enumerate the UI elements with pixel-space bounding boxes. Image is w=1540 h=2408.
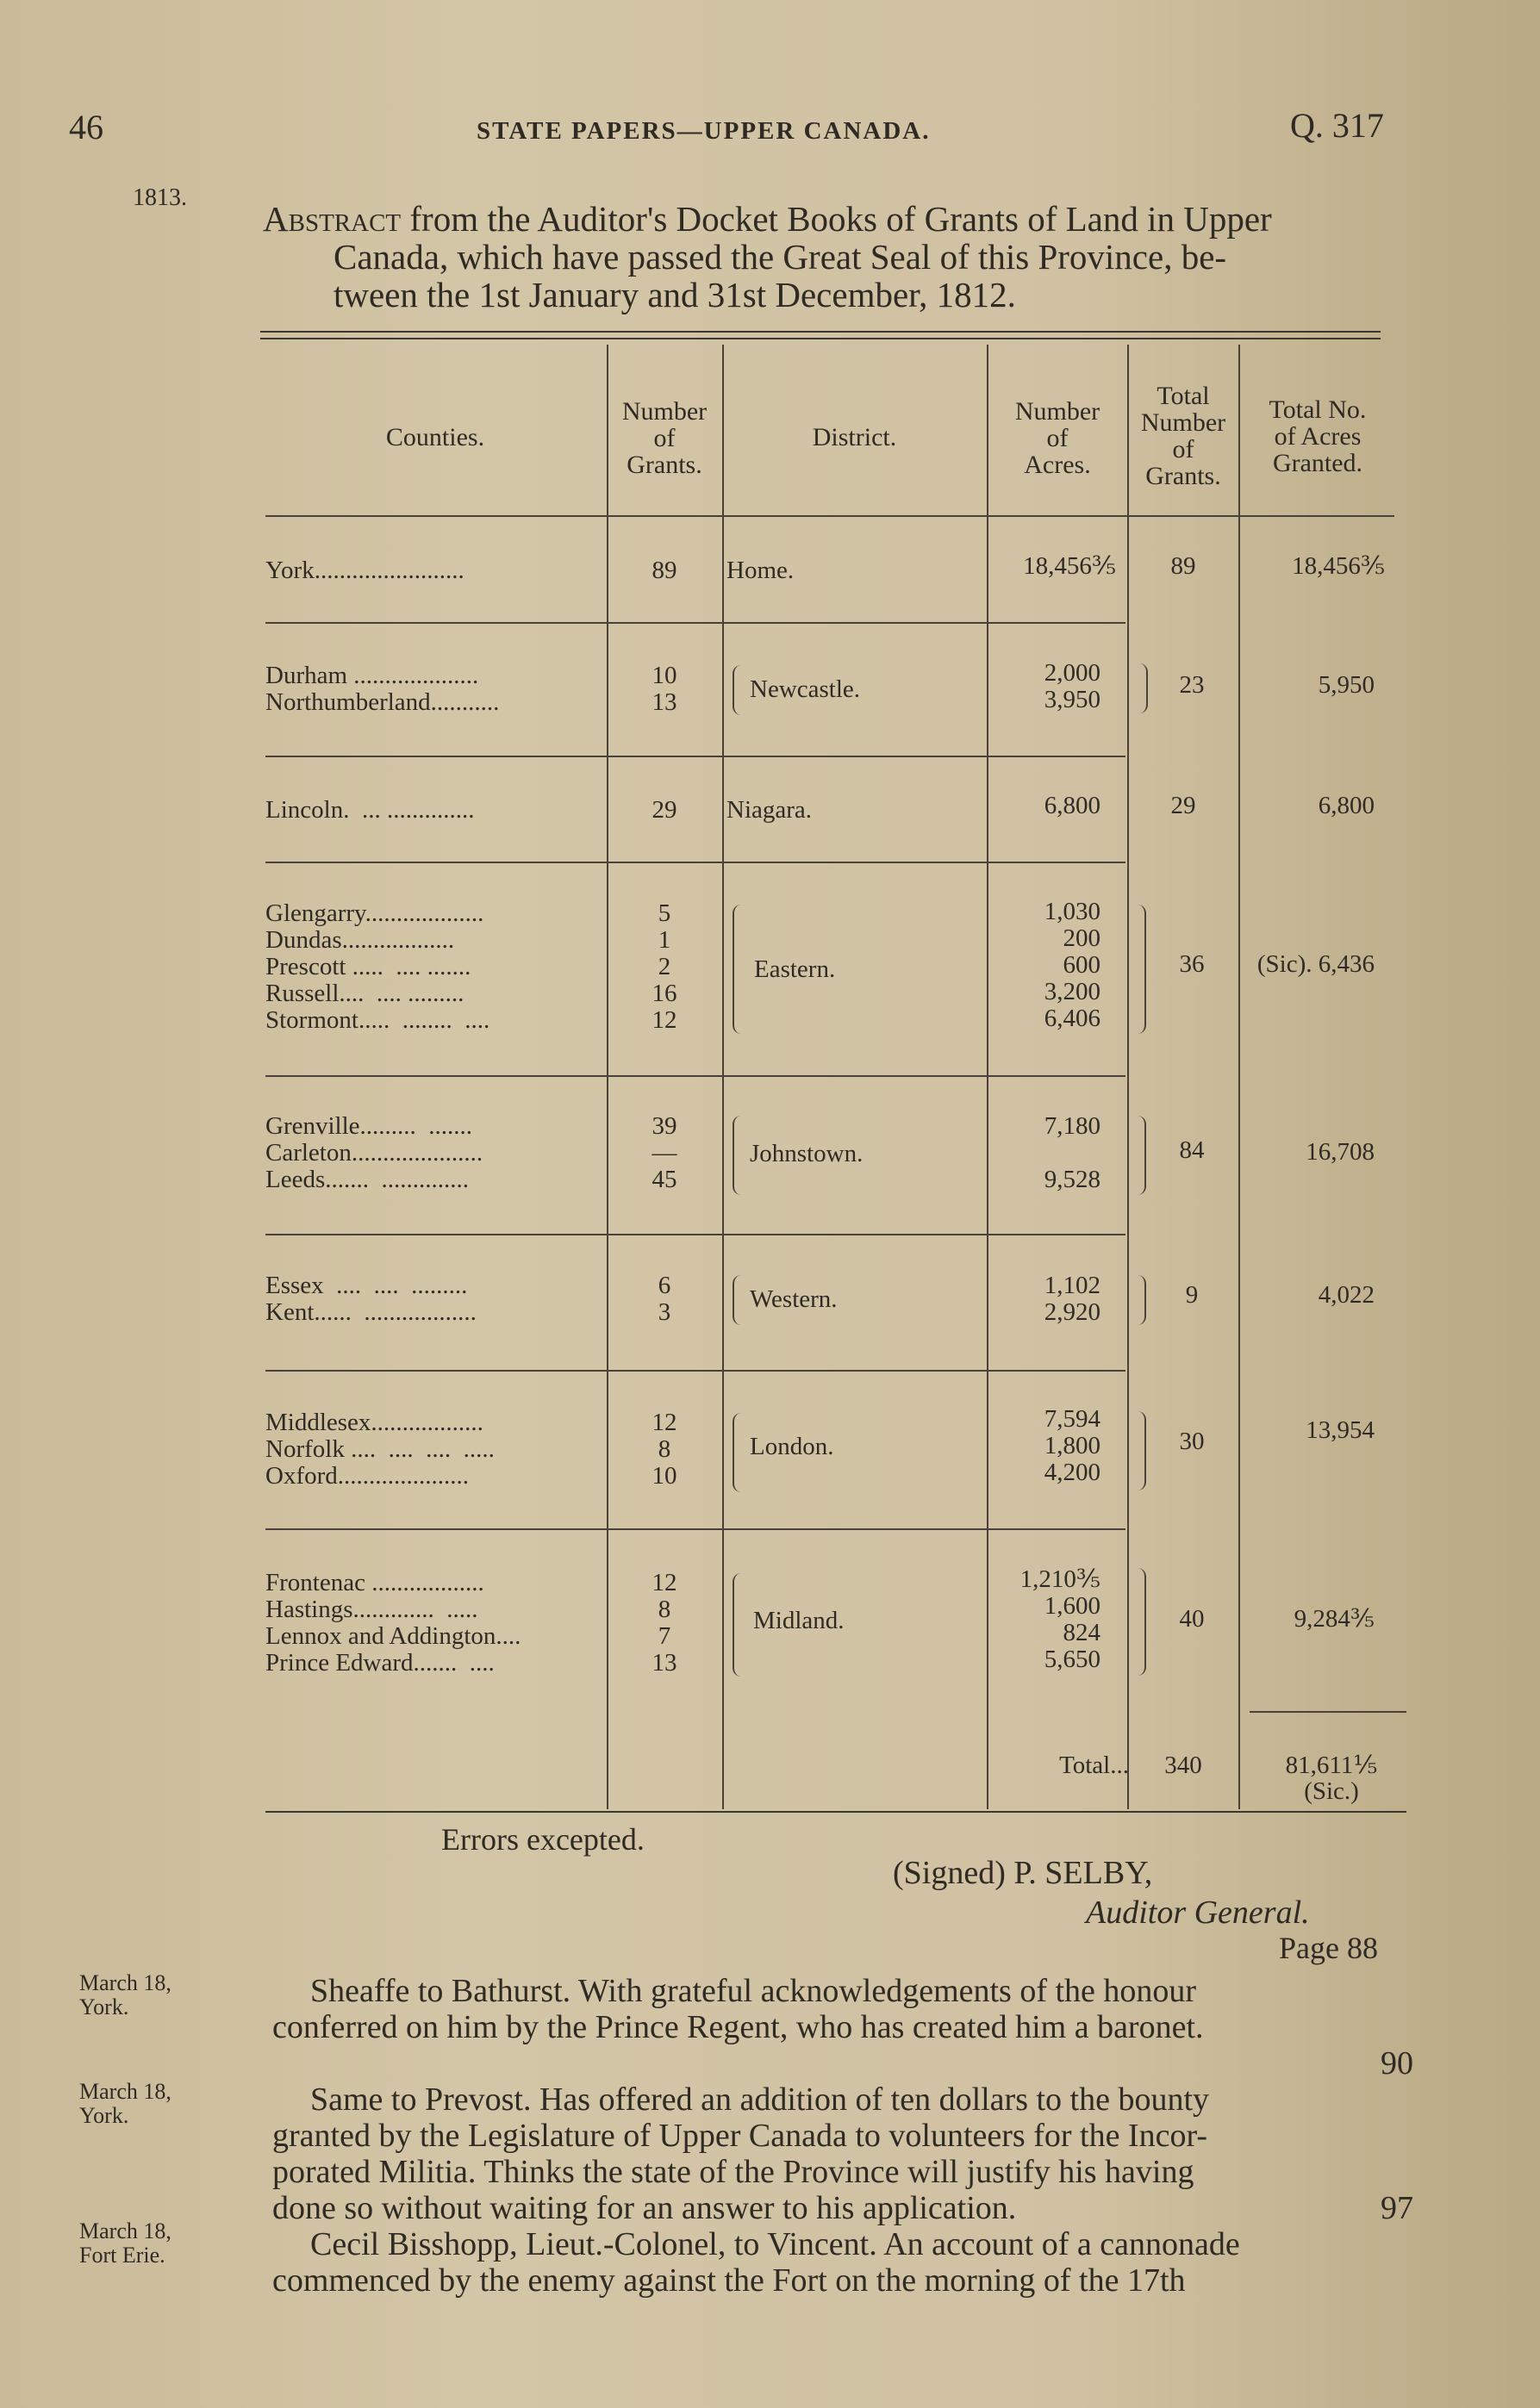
district-cell: Newcastle. [750,675,861,703]
total-acres-cell: 9,284⅗ [1294,1605,1375,1633]
header-total-number-of-grants: Total Number of Grants. [1140,382,1226,490]
entry-2 [272,2081,1413,2226]
entry-3-line: Cecil Bisshopp, Lieut.-Colonel, to Vincent. An account of a cannonade [310,2226,1240,2262]
counties-cell: Grenville......... ....... Carleton..................... Leeds....... .............. [265,1112,483,1193]
total-rule [1250,1711,1406,1713]
counties-cell: Essex .... .... ......... Kent...... .................. [265,1272,477,1326]
acres-cell: 7,594 1,800 4,200 [1044,1405,1100,1486]
total-brace [1136,905,1146,1034]
abstract-line1: from the Auditor's Docket Books of Grants of Land in Upper [401,199,1272,239]
row-separator [265,862,1125,863]
total-grants-cell: 29 [1170,792,1196,819]
page-number: 46 [69,108,103,146]
abstract-line3: tween the 1st January and 31st December, 1812. [334,275,1016,314]
table-top-rule [260,331,1381,333]
signed-by: (Signed) P. SELBY, [893,1855,1153,1891]
acres-cell: 1,102 2,920 [1044,1272,1100,1326]
counties-cell: Lincoln. ... .............. [265,796,475,824]
entry-date-3: March 18, Fort Erie. [79,2218,171,2268]
district-brace [733,1275,743,1325]
grants-cell: 6 3 [658,1272,671,1326]
acres-cell: 7,180 9,528 [1044,1112,1100,1193]
total-brace [1136,1411,1146,1490]
entry-1-line: conferred on him by the Prince Regent, who has created him a baronet. [272,2009,1204,2045]
entry-2-line: porated Militia. Thinks the state of the Province will justify his having [272,2154,1194,2190]
total-grants-cell: 36 [1179,950,1205,978]
grants-cell: 10 13 [652,662,677,716]
entry-2-ref: 97 [1381,2190,1413,2226]
header-number-of-acres: Number of Acres. [1014,397,1100,479]
district-brace [733,905,743,1034]
grants-cell: 39 — 45 [652,1112,677,1193]
entry-2-line-last: done so without waiting for an answer to his application. 97 [272,2190,1413,2226]
district-cell: London. [750,1433,834,1460]
header-bottom-rule [265,515,1394,517]
entry-3 [272,2226,1413,2299]
entry-date-2: March 18, York. [79,2079,171,2128]
entry-1-ref: 90 [1381,2045,1413,2081]
acres-cell: 6,800 [1044,792,1100,819]
total-acres-note: (Sic.) [1304,1777,1359,1805]
total-grants-value: 340 [1164,1752,1202,1779]
total-acres-cell: 13,954 [1306,1416,1375,1444]
district-brace [733,1413,743,1492]
errors-excepted: Errors excepted. [441,1822,645,1857]
total-acres-cell: 16,708 [1306,1138,1375,1166]
row-separator [265,1075,1125,1077]
counties-cell: Frontenac .................. Hastings............. ..... Lennox and Addington.... Prince Edward....... .... [265,1569,521,1677]
grants-cell: 5 1 2 16 12 [652,899,677,1034]
row-separator [265,1370,1125,1372]
page-reference: Page 88 [1279,1931,1378,1965]
volume-reference: Q. 317 [1290,106,1384,145]
acres-cell: 1,210⅗ 1,600 824 5,650 [1019,1565,1100,1673]
district-brace [733,665,743,715]
counties-cell: Middlesex.................. Norfolk .... .... .... ..... Oxford..................... [265,1409,495,1490]
total-acres-cell: 4,022 [1318,1281,1375,1309]
total-acres-cell: 6,800 [1318,792,1375,819]
total-label: Total... [1059,1752,1129,1779]
total-brace [1136,1275,1146,1325]
entry-3-line: commenced by the enemy against the Fort on the morning of the 17th [272,2262,1186,2299]
total-brace [1136,1116,1146,1195]
entry-1-line: Sheaffe to Bathurst. With grateful acknowledgements of the honour [310,1973,1197,2009]
row-separator [265,756,1125,757]
grants-cell: 89 [652,557,677,584]
header-number-of-grants: Number of Grants. [621,397,708,479]
counties-cell: Durham .................... Northumberland........... [265,662,500,716]
column-divider [722,345,724,1809]
entry-date-1: March 18, York. [79,1970,171,2019]
counties-cell: Glengarry................... Dundas.................. Prescott ..... .... ....... Russell.... .... ......... Stormont..... ........ .... [265,899,490,1034]
district-cell: Western. [750,1285,838,1313]
entry-2-line: Same to Prevost. Has offered an addition of ten dollars to the bounty [310,2081,1210,2118]
abstract-lead: Abstract [263,199,402,239]
row-separator [265,1528,1125,1530]
total-brace [1136,1568,1146,1676]
total-grants-cell: 9 [1185,1281,1199,1309]
row-separator [265,1234,1125,1235]
total-acres-value: 81,611⅕ [1285,1752,1378,1779]
header-counties: Counties. [385,423,485,451]
table-top-rule-2 [260,338,1381,339]
acres-cell: 1,030 200 600 3,200 6,406 [1044,898,1100,1032]
table-bottom-rule [265,1811,1406,1813]
total-grants-cell: 84 [1179,1136,1205,1164]
total-grants-cell: 30 [1179,1428,1205,1455]
acres-cell: 2,000 3,950 [1044,659,1100,713]
counties-cell: York........................ [265,557,464,584]
total-acres-cell: 18,456⅗ [1292,552,1385,580]
district-cell: Midland. [753,1607,845,1634]
district-cell: Niagara. [726,796,813,824]
header-total-acres-granted: Total No. of Acres Granted. [1269,395,1367,477]
district-cell: Eastern. [754,955,836,983]
acres-cell: 18,456⅗ [1023,552,1116,580]
total-grants-cell: 23 [1179,671,1205,699]
total-grants-cell: 40 [1179,1605,1205,1633]
grants-cell: 29 [652,796,677,824]
total-acres-cell: (Sic). 6,436 [1256,950,1375,978]
header-district: District. [812,423,897,451]
district-cell: Home. [726,557,795,584]
district-brace [733,1573,743,1677]
entry-1 [272,1973,1413,2081]
district-brace [733,1116,743,1195]
entry-2-line: granted by the Legislature of Upper Canada to volunteers for the Incor- [272,2118,1208,2154]
district-cell: Johnstown. [750,1140,864,1167]
abstract-title [263,200,1409,314]
row-separator [265,622,1125,624]
grants-cell: 12 8 7 13 [652,1569,677,1677]
grants-cell: 12 8 10 [652,1409,677,1490]
running-title: STATE PAPERS—UPPER CANADA. [477,117,931,145]
abstract-line2: Canada, which have passed the Great Seal of this Province, be- [334,237,1227,277]
year-marginal-note: 1813. [133,184,187,211]
total-acres-cell: 5,950 [1318,671,1375,699]
signer-title: Auditor General. [1086,1895,1310,1931]
total-grants-cell: 89 [1170,552,1196,580]
